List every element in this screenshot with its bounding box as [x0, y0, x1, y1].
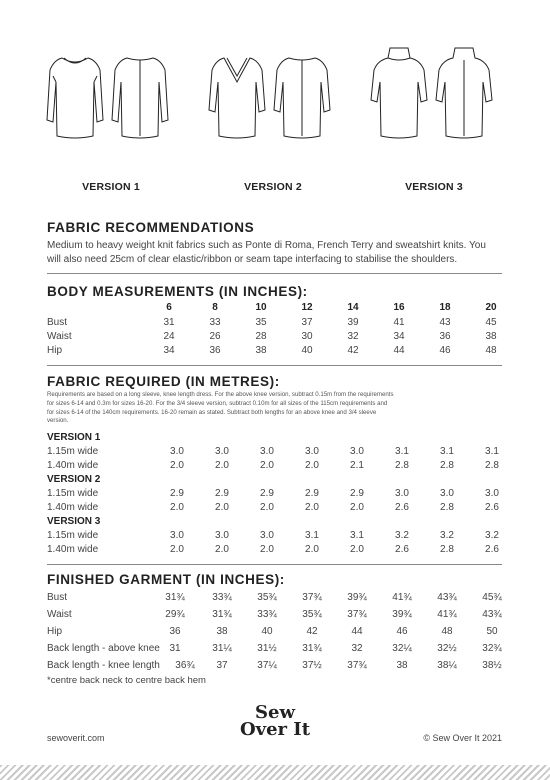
- note-line: for sizes 6-14 of the 140cm requirements. 16-20 remain as stated. Subtract both lengths for an above knee and 3/4 sleeve: [47, 408, 377, 416]
- table-row: [47, 460, 507, 474]
- table-cell: 3.1: [485, 446, 499, 457]
- table-cell: 39¾: [347, 592, 367, 603]
- brand-logo: [225, 704, 325, 738]
- table-cell: 2.8: [440, 502, 454, 513]
- table-cell: 2.0: [305, 544, 319, 555]
- row-label: Back length - above knee: [47, 643, 160, 654]
- version-1-illustration: [40, 40, 175, 170]
- table-cell: 3.0: [395, 488, 409, 499]
- version-2-label: VERSION 2: [244, 181, 302, 193]
- table-cell: 3.1: [305, 530, 319, 541]
- table-row: [47, 446, 507, 460]
- table-cell: 2.0: [170, 460, 184, 471]
- table-cell: 44: [351, 626, 363, 637]
- table-cell: 3.0: [215, 446, 229, 457]
- table-cell: 37¾: [347, 660, 367, 671]
- size-header: 14: [347, 302, 359, 313]
- row-label: 1.15m wide: [47, 530, 99, 541]
- table-cell: 33¾: [257, 609, 277, 620]
- table-cell: 3.0: [215, 530, 229, 541]
- table-cell: 2.9: [215, 488, 229, 499]
- size-header-row: [47, 302, 507, 316]
- table-row: [47, 530, 507, 544]
- table-cell: 2.8: [440, 460, 454, 471]
- recommendation-line: Medium to heavy weight knit fabrics such as Ponte di Roma, French Terry and sweatshirt knits. You: [47, 240, 486, 251]
- table-cell: 2.0: [350, 544, 364, 555]
- table-cell: 3.0: [350, 446, 364, 457]
- table-cell: 37½: [302, 660, 322, 671]
- size-header: 20: [485, 302, 497, 313]
- row-label: 1.40m wide: [47, 502, 99, 513]
- version-1-label: VERSION 1: [82, 181, 140, 193]
- divider: [47, 564, 502, 565]
- row-label: Waist: [47, 609, 72, 620]
- table-row: [47, 544, 507, 558]
- table-cell: 2.6: [485, 502, 499, 513]
- row-label: 1.40m wide: [47, 460, 99, 471]
- table-cell: 35¾: [257, 592, 277, 603]
- table-cell: 2.8: [395, 460, 409, 471]
- table-cell: 43¾: [437, 592, 457, 603]
- table-row: [47, 643, 507, 657]
- table-cell: 2.0: [215, 460, 229, 471]
- table-cell: 28: [255, 331, 267, 342]
- fabric-recommendations-title: FABRIC RECOMMENDATIONS: [47, 220, 255, 235]
- table-cell: 2.0: [260, 460, 274, 471]
- version-3-illustration: [364, 40, 499, 170]
- table-cell: 2.9: [350, 488, 364, 499]
- table-cell: 2.6: [395, 502, 409, 513]
- logo-line: Sew: [255, 702, 295, 723]
- table-cell: 32: [347, 331, 359, 342]
- size-header: 12: [301, 302, 313, 313]
- fabric-required-note: [47, 391, 503, 426]
- table-row: [47, 502, 507, 516]
- note-line: Requirements are based on a long sleeve, knee length dress. For the above knee version, subtract 0.15m from the requirements: [47, 391, 394, 398]
- table-cell: 3.0: [305, 446, 319, 457]
- version-2-illustration: [202, 40, 337, 170]
- recommendation-line: will also need 25cm of clear elastic/ribbon or seam tape interfacing to stabilise the shoulders.: [47, 254, 458, 265]
- finished-garment-footnote: *centre back neck to centre back hem: [47, 675, 206, 686]
- table-cell: 48: [485, 345, 497, 356]
- table-cell: 2.0: [215, 544, 229, 555]
- table-cell: 38: [255, 345, 267, 356]
- table-cell: 36: [169, 626, 181, 637]
- table-cell: 24: [163, 331, 175, 342]
- table-cell: 3.2: [485, 530, 499, 541]
- size-header: 16: [393, 302, 405, 313]
- decorative-stripe-band: [0, 765, 550, 780]
- table-cell: 2.0: [305, 460, 319, 471]
- table-cell: 39: [347, 317, 359, 328]
- table-cell: 26: [209, 331, 221, 342]
- finished-garment-title: FINISHED GARMENT (IN INCHES):: [47, 572, 285, 587]
- table-cell: 3.1: [350, 530, 364, 541]
- size-header: 10: [255, 302, 267, 313]
- table-cell: 37: [216, 660, 228, 671]
- table-cell: 48: [441, 626, 453, 637]
- table-cell: 2.0: [215, 502, 229, 513]
- fabric-version-2-heading: VERSION 2: [47, 474, 101, 485]
- table-cell: 37¼: [257, 660, 277, 671]
- table-cell: 36: [439, 331, 451, 342]
- table-row: [47, 331, 507, 345]
- divider: [47, 273, 502, 274]
- table-cell: 2.9: [305, 488, 319, 499]
- table-cell: 2.9: [260, 488, 274, 499]
- table-cell: 30: [301, 331, 313, 342]
- table-cell: 45: [485, 317, 497, 328]
- table-cell: 3.0: [260, 446, 274, 457]
- table-cell: 31: [163, 317, 175, 328]
- table-cell: 2.0: [350, 502, 364, 513]
- table-cell: 38½: [482, 660, 502, 671]
- table-cell: 32: [351, 643, 363, 654]
- table-cell: 3.0: [260, 530, 274, 541]
- row-label: 1.15m wide: [47, 488, 99, 499]
- table-cell: 29¾: [165, 609, 185, 620]
- table-cell: 37¾: [347, 609, 367, 620]
- table-cell: 31: [169, 643, 181, 654]
- table-cell: 31¼: [212, 643, 232, 654]
- table-cell: 3.1: [440, 446, 454, 457]
- fabric-required-title: FABRIC REQUIRED (IN METRES):: [47, 374, 280, 389]
- table-cell: 36: [209, 345, 221, 356]
- fabric-version-1-heading: VERSION 1: [47, 432, 101, 443]
- note-line: for sizes 6-14 and 0.3m for sizes 16-20. For the 3/4 sleeve version, subtract 0.10m for all sizes of the 115cm requirements and: [47, 399, 388, 407]
- row-label: Bust: [47, 317, 68, 328]
- table-cell: 2.0: [305, 502, 319, 513]
- table-cell: 42: [306, 626, 318, 637]
- row-label: Waist: [47, 331, 72, 342]
- fabric-recommendations-text: [47, 239, 503, 267]
- table-cell: 39¾: [392, 609, 412, 620]
- table-cell: 32½: [437, 643, 457, 654]
- table-row: [47, 660, 507, 674]
- table-cell: 50: [486, 626, 498, 637]
- table-cell: 41¾: [392, 592, 412, 603]
- table-cell: 2.1: [350, 460, 364, 471]
- table-cell: 38: [216, 626, 228, 637]
- table-cell: 2.0: [170, 544, 184, 555]
- table-cell: 45¾: [482, 592, 502, 603]
- table-cell: 37: [301, 317, 313, 328]
- note-line: version.: [47, 417, 69, 425]
- copyright: © Sew Over It 2021: [423, 733, 502, 743]
- fabric-version-3-heading: VERSION 3: [47, 516, 101, 527]
- table-cell: 31¾: [302, 643, 322, 654]
- table-row: [47, 317, 507, 331]
- logo-line: Over It: [239, 719, 311, 740]
- row-label: 1.40m wide: [47, 544, 99, 555]
- table-cell: 3.1: [395, 446, 409, 457]
- table-cell: 3.2: [395, 530, 409, 541]
- body-measurements-title: BODY MEASUREMENTS (IN INCHES):: [47, 284, 308, 299]
- table-cell: 35¾: [302, 609, 322, 620]
- table-cell: 2.8: [440, 544, 454, 555]
- table-cell: 2.0: [260, 502, 274, 513]
- table-cell: 36¾: [175, 660, 195, 671]
- table-cell: 34: [393, 331, 405, 342]
- table-cell: 31¾: [212, 609, 232, 620]
- table-cell: 32¼: [392, 643, 412, 654]
- table-cell: 46: [439, 345, 451, 356]
- table-cell: 43: [439, 317, 451, 328]
- table-row: [47, 488, 507, 502]
- row-label: Bust: [47, 592, 68, 603]
- table-cell: 2.9: [170, 488, 184, 499]
- table-cell: 2.0: [260, 544, 274, 555]
- table-cell: 31¾: [165, 592, 185, 603]
- table-cell: 33¾: [212, 592, 232, 603]
- table-cell: 3.0: [440, 488, 454, 499]
- version-3-label: VERSION 3: [405, 181, 463, 193]
- table-cell: 2.8: [485, 460, 499, 471]
- table-row: [47, 592, 507, 606]
- table-cell: 43¾: [482, 609, 502, 620]
- table-cell: 40: [261, 626, 273, 637]
- row-label: 1.15m wide: [47, 446, 99, 457]
- table-cell: 38¼: [437, 660, 457, 671]
- table-cell: 42: [347, 345, 359, 356]
- table-cell: 2.6: [485, 544, 499, 555]
- table-row: [47, 345, 507, 359]
- table-row: [47, 626, 507, 640]
- size-header: 6: [166, 302, 172, 313]
- size-header: 18: [439, 302, 451, 313]
- table-cell: 38: [396, 660, 408, 671]
- table-cell: 3.0: [485, 488, 499, 499]
- table-cell: 3.0: [170, 530, 184, 541]
- table-cell: 32¾: [482, 643, 502, 654]
- table-cell: 3.0: [170, 446, 184, 457]
- table-cell: 34: [163, 345, 175, 356]
- table-cell: 2.0: [170, 502, 184, 513]
- table-cell: 41¾: [437, 609, 457, 620]
- divider: [47, 365, 502, 366]
- row-label: Back length - knee length: [47, 660, 160, 671]
- table-cell: 40: [301, 345, 313, 356]
- table-cell: 41: [393, 317, 405, 328]
- row-label: Hip: [47, 626, 63, 637]
- website-link[interactable]: sewoverit.com: [47, 733, 105, 743]
- table-cell: 44: [393, 345, 405, 356]
- table-cell: 2.6: [395, 544, 409, 555]
- table-cell: 46: [396, 626, 408, 637]
- row-label: Hip: [47, 345, 63, 356]
- table-cell: 31½: [257, 643, 277, 654]
- table-cell: 33: [209, 317, 221, 328]
- table-row: [47, 609, 507, 623]
- table-cell: 38: [485, 331, 497, 342]
- table-cell: 3.2: [440, 530, 454, 541]
- size-header: 8: [212, 302, 218, 313]
- table-cell: 35: [255, 317, 267, 328]
- table-cell: 37¾: [302, 592, 322, 603]
